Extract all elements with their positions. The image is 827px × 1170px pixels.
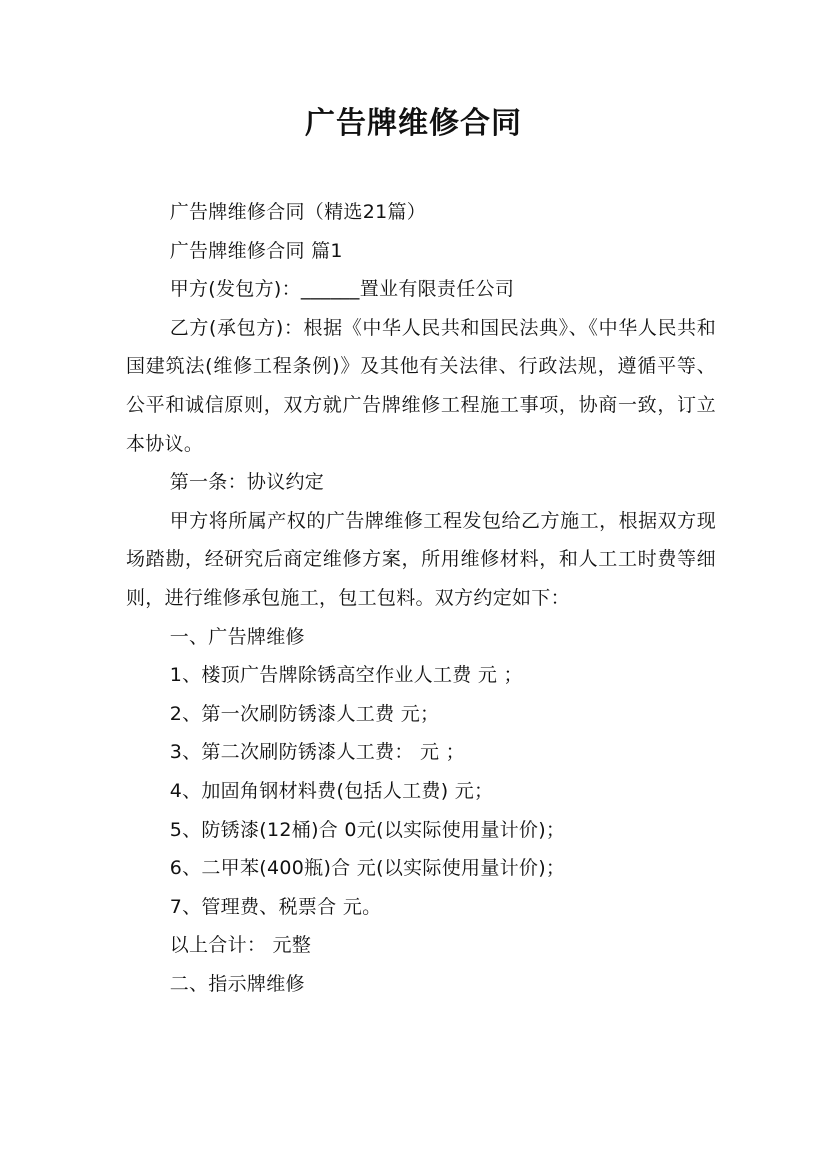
paragraph-party-a: 甲方(发包方)：______置业有限责任公司 [169, 278, 515, 301]
document-body [126, 193, 716, 1003]
paragraph-article-one: 第一条：协议约定 [169, 471, 325, 494]
paragraph-agreement: 甲方将所属产权的广告牌维修工程发包给乙方施工，根据双方现场踏勘，经研究后商定维修方案，所用维修材料，和人工工时费等细则，进行维修承包施工，包工包料。双方约定如下： [126, 509, 716, 609]
paragraph-party-b: 乙方(承包方)：根据《中华人民共和国民法典》、《中华人民共和国建筑法(维修工程条例)》及其他有关法律、行政法规，遵循平等、公平和诚信原则，双方就广告牌维修工程施工事项，协商一致，订立本协议。 [126, 316, 716, 455]
list-item: 2、第一次刷防锈漆人工费 元； [169, 702, 440, 725]
list-item: 1、楼顶广告牌除锈高空作业人工费 元 ； [169, 664, 523, 687]
list-item: 4、加固角钢材料费(包括人工费) 元； [169, 779, 494, 802]
paragraph-section-heading: 广告牌维修合同 篇1 [169, 239, 343, 262]
paragraph-subtitle: 广告牌维修合同（精选21篇） [169, 201, 427, 223]
paragraph-sign-repair: 二、指示牌维修 [169, 972, 305, 995]
paragraph-total: 以上合计： 元整 [169, 934, 312, 957]
list-item: 6、二甲苯(400瓶)合 元(以实际使用量计价)； [169, 857, 566, 880]
paragraph-billboard-repair: 一、广告牌维修 [169, 625, 305, 648]
list-item: 5、防锈漆(12桶)合 0元(以实际使用量计价)； [169, 818, 566, 841]
list-item: 7、管理费、税票合 元。 [169, 895, 382, 918]
document-title: 广告牌维修合同 [305, 106, 522, 141]
list-item: 3、第二次刷防锈漆人工费： 元 ； [169, 741, 465, 764]
